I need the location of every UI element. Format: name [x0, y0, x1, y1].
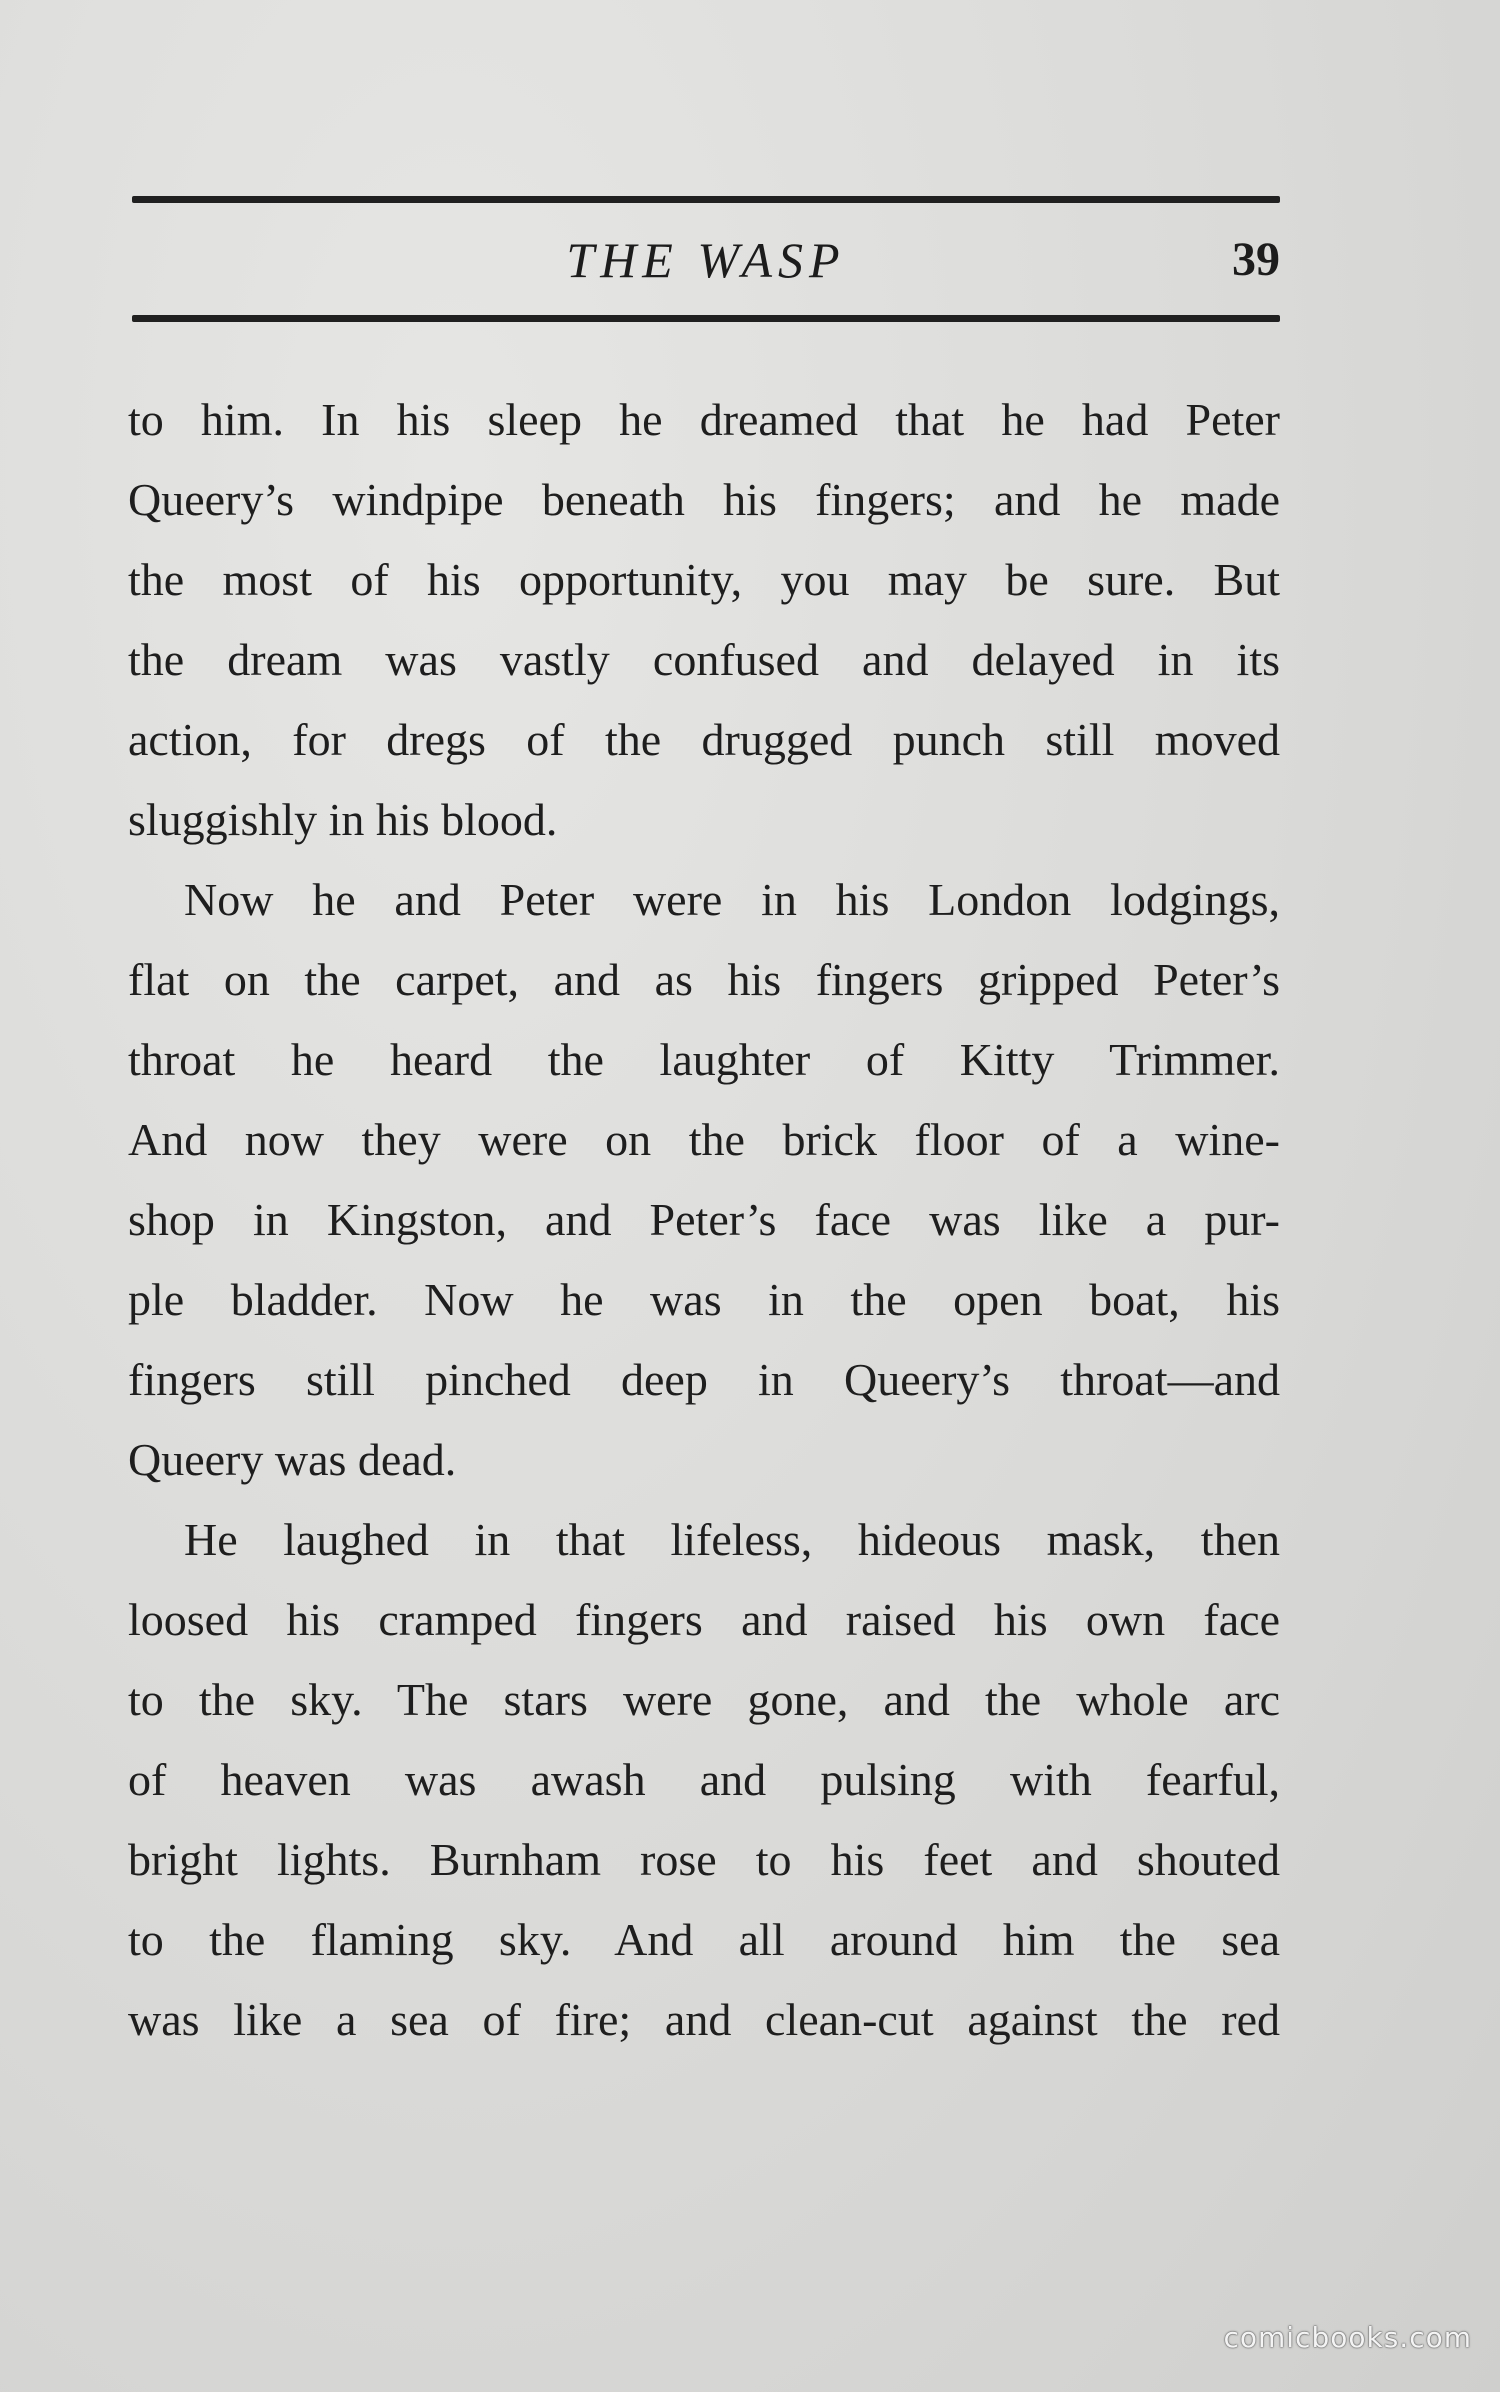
page-number: 39 — [1232, 233, 1280, 286]
text-line: loosed his cramped fingers and raised his own face — [128, 1594, 1280, 1645]
text-line: Now he and Peter were in his London lodgings, — [184, 874, 1280, 925]
text-line: sluggishly in his blood. — [128, 794, 558, 845]
text-line: flat on the carpet, and as his fingers gripped Peter’s — [128, 954, 1280, 1005]
header-top-rule — [132, 196, 1280, 203]
header-bottom-rule — [132, 315, 1280, 322]
text-line: ple bladder. Now he was in the open boat, his — [128, 1274, 1280, 1325]
text-line: throat he heard the laughter of Kitty Trimmer. — [128, 1034, 1280, 1085]
watermark-text: comicbooks.com — [1223, 2321, 1472, 2354]
text-line: bright lights. Burnham rose to his feet and shouted — [128, 1834, 1280, 1885]
text-line: Queery was dead. — [128, 1434, 457, 1485]
text-line: of heaven was awash and pulsing with fearful, — [128, 1754, 1280, 1805]
text-line: to the flaming sky. And all around him the sea — [128, 1914, 1280, 1965]
text-line: fingers still pinched deep in Queery’s throat—and — [128, 1354, 1280, 1405]
text-line: He laughed in that lifeless, hideous mask, then — [184, 1514, 1280, 1565]
text-line: shop in Kingston, and Peter’s face was like a pur- — [128, 1194, 1280, 1245]
text-line: action, for dregs of the drugged punch still moved — [128, 714, 1280, 765]
text-line: And now they were on the brick floor of a wine- — [128, 1114, 1280, 1165]
text-line: the most of his opportunity, you may be sure. But — [128, 554, 1280, 605]
text-line: Queery’s windpipe beneath his fingers; and he made — [128, 474, 1280, 525]
body-text — [128, 380, 1280, 2060]
text-line: to the sky. The stars were gone, and the whole arc — [128, 1674, 1280, 1725]
text-line: to him. In his sleep he dreamed that he had Peter — [128, 394, 1280, 445]
text-line: was like a sea of fire; and clean-cut against the red — [128, 1994, 1280, 2045]
running-title: THE WASP — [566, 232, 846, 288]
text-line: the dream was vastly confused and delayed in its — [128, 634, 1280, 685]
